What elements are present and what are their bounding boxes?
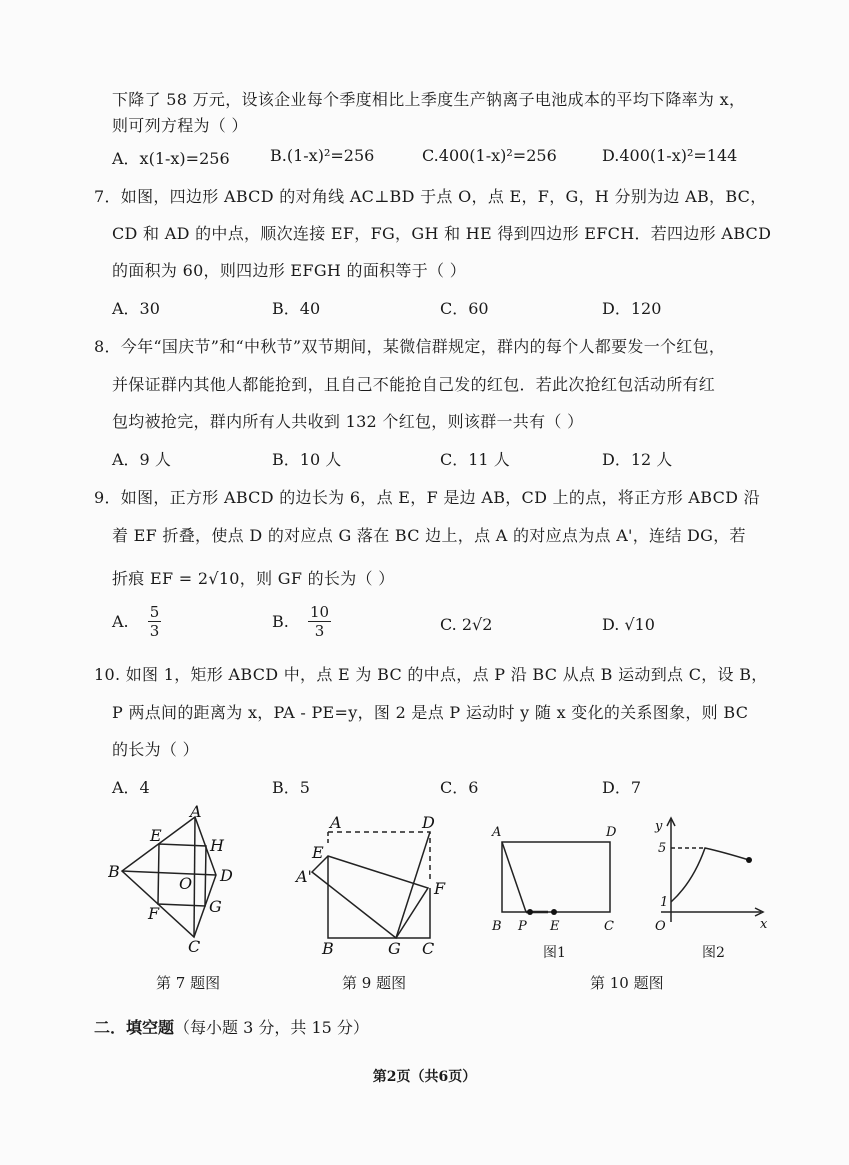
q8-option-b: B．10 人 — [272, 450, 342, 469]
fig10-sub2-caption: 图2 — [702, 945, 725, 961]
q10-option-c: C．6 — [440, 778, 479, 797]
q9-option-d: D. √10 — [602, 615, 655, 634]
fig10-label-1: 1 — [660, 895, 669, 910]
fig7-label-c: C — [188, 937, 201, 955]
q7-option-b: B．40 — [272, 299, 321, 318]
figure-9 — [292, 810, 452, 960]
fig9-label-b: B — [322, 939, 334, 958]
q9-text-line3: 折痕 EF = 2√10，则 GF 的长为（ ） — [112, 569, 395, 588]
q6-option-c: C.400(1-x)²=256 — [422, 146, 557, 165]
q9-option-b — [272, 603, 331, 640]
fig10-label-e: E — [550, 919, 560, 934]
q8-option-d: D．12 人 — [602, 450, 673, 469]
q10-text-line3: 的长为（ ） — [112, 740, 199, 759]
q10-option-a: A．4 — [112, 778, 150, 797]
fig9-label-aprime: A' — [296, 867, 312, 886]
figure-7 — [108, 805, 248, 955]
q7-option-a: A．30 — [112, 299, 160, 318]
fig10-line-pa — [502, 842, 526, 912]
q7-option-c: C．60 — [440, 299, 489, 318]
fig10-label-d: D — [606, 825, 617, 840]
fig7-label-e: E — [150, 826, 162, 845]
q9-option-a — [112, 603, 161, 640]
q9-option-b-label: B. — [272, 612, 289, 631]
section-2-note: （每小题 3 分，共 15 分） — [174, 1018, 369, 1037]
fig10-curve-endpoint — [746, 857, 752, 863]
fig9-folded-part — [312, 856, 428, 938]
fig9-label-d: D — [422, 813, 435, 832]
fig10-point-e — [551, 909, 557, 915]
q8-option-c: C．11 人 — [440, 450, 510, 469]
q9-option-a-label: A. — [112, 612, 129, 631]
q6-option-a: A．x(1-x)=256 — [112, 149, 230, 168]
figure-10-sub1 — [488, 818, 628, 943]
fig7-label-h: H — [210, 836, 224, 855]
page-footer: 第2页（共6页） — [372, 1069, 477, 1085]
q9-options — [112, 603, 752, 649]
q6-option-d: D.400(1-x)²=144 — [602, 146, 738, 165]
q10-option-d: D．7 — [602, 778, 642, 797]
fig10-label-o: O — [655, 919, 666, 934]
fig9-label-e: E — [312, 843, 324, 862]
q8-text-line2: 并保证群内其他人都能抢到，且自己不能抢自己发的红包．若此次抢红包活动所有红 — [112, 375, 716, 394]
q9-option-b-fraction — [308, 603, 331, 640]
fig10-caption: 第 10 题图 — [590, 974, 664, 992]
q9-option-a-fraction — [148, 603, 162, 640]
fig9-line-dg — [396, 832, 430, 938]
fig9-label-a: A — [330, 813, 342, 832]
q10-text-line1: 10. 如图 1，矩形 ABCD 中，点 E 为 BC 的中点，点 P 沿 BC 从点 B 运动到点 C，设 B， — [94, 665, 768, 684]
q9-text-line2: 着 EF 折叠，使点 D 的对应点 G 落在 BC 边上，点 A 的对应点为点 A'，连结 DG，若 — [112, 526, 746, 545]
q9-option-c: C. 2√2 — [440, 615, 493, 634]
q6-text-line2: 则可列方程为（ ） — [112, 116, 248, 135]
fig7-label-o: O — [179, 874, 193, 893]
fig9-label-f: F — [434, 879, 446, 898]
fig10-label-p: P — [518, 919, 527, 934]
fig10-label-b: B — [492, 919, 502, 934]
fig9-label-g: G — [388, 939, 401, 958]
fig10-label-c: C — [604, 919, 614, 934]
fig7-label-d: D — [220, 866, 233, 885]
q7-text-line3: 的面积为 60，则四边形 EFGH 的面积等于（ ） — [112, 261, 467, 280]
q8-text-line1: 8．今年“国庆节”和“中秋节”双节期间，某微信群规定，群内的每个人都要发一个红包， — [94, 337, 726, 356]
q9-option-a-numerator: 5 — [149, 603, 160, 621]
fig10-label-a: A — [492, 825, 502, 840]
fig10-label-5: 5 — [658, 841, 667, 856]
fig10-rectangle-abcd — [502, 842, 610, 912]
fig9-fold-dashed — [328, 832, 430, 882]
fig9-caption: 第 9 题图 — [342, 974, 407, 992]
fig10-sub1-caption: 图1 — [543, 945, 566, 961]
fig10-point-p — [527, 909, 533, 915]
fig7-caption: 第 7 题图 — [156, 974, 221, 992]
section-2-title: 二．填空题 — [94, 1018, 175, 1037]
q8-text-line3: 包均被抢完，群内所有人共收到 132 个红包，则该群一共有（ ） — [112, 412, 584, 431]
fig10-curve — [671, 848, 749, 902]
q8-option-a: A．9 人 — [112, 450, 171, 469]
section-2-heading — [94, 1015, 369, 1038]
q7-option-d: D．120 — [602, 299, 662, 318]
fig10-label-y: y — [655, 819, 663, 834]
fig7-label-f: F — [148, 904, 160, 923]
q9-option-a-denominator: 3 — [149, 622, 160, 640]
fig10-label-x: x — [760, 917, 768, 932]
q9-option-b-numerator: 10 — [309, 603, 330, 621]
q6-text-line1: 下降了 58 万元，设该企业每个季度相比上季度生产钠离子电池成本的平均下降率为 x， — [112, 90, 746, 109]
q10-text-line2: P 两点间的距离为 x，PA - PE=y，图 2 是点 P 运动时 y 随 x 变化的关系图象，则 BC — [112, 703, 749, 722]
q6-option-b: B.(1-x)²=256 — [270, 146, 375, 165]
fig7-label-b: B — [108, 862, 120, 881]
q9-option-b-denominator: 3 — [314, 622, 325, 640]
q9-text-line1: 9．如图，正方形 ABCD 的边长为 6，点 E，F 是边 AB，CD 上的点，将正方形 ABCD 沿 — [94, 488, 760, 507]
fig7-diagonal-ac — [194, 817, 195, 937]
fig7-quad-abcd — [122, 817, 216, 937]
fig7-label-g: G — [209, 897, 222, 916]
q10-option-b: B．5 — [272, 778, 310, 797]
q7-text-line2: CD 和 AD 的中点，顺次连接 EF，FG，GH 和 HE 得到四边形 EFCH．若四边形 ABCD — [112, 224, 772, 243]
figure-10-sub2 — [645, 812, 775, 937]
q7-text-line1: 7．如图，四边形 ABCD 的对角线 AC⊥BD 于点 O，点 E，F，G，H 分别为边 AB，BC， — [94, 187, 767, 206]
fig9-label-c: C — [422, 939, 435, 958]
fig7-label-a: A — [190, 805, 202, 821]
fig7-diagonal-bd — [122, 871, 216, 875]
